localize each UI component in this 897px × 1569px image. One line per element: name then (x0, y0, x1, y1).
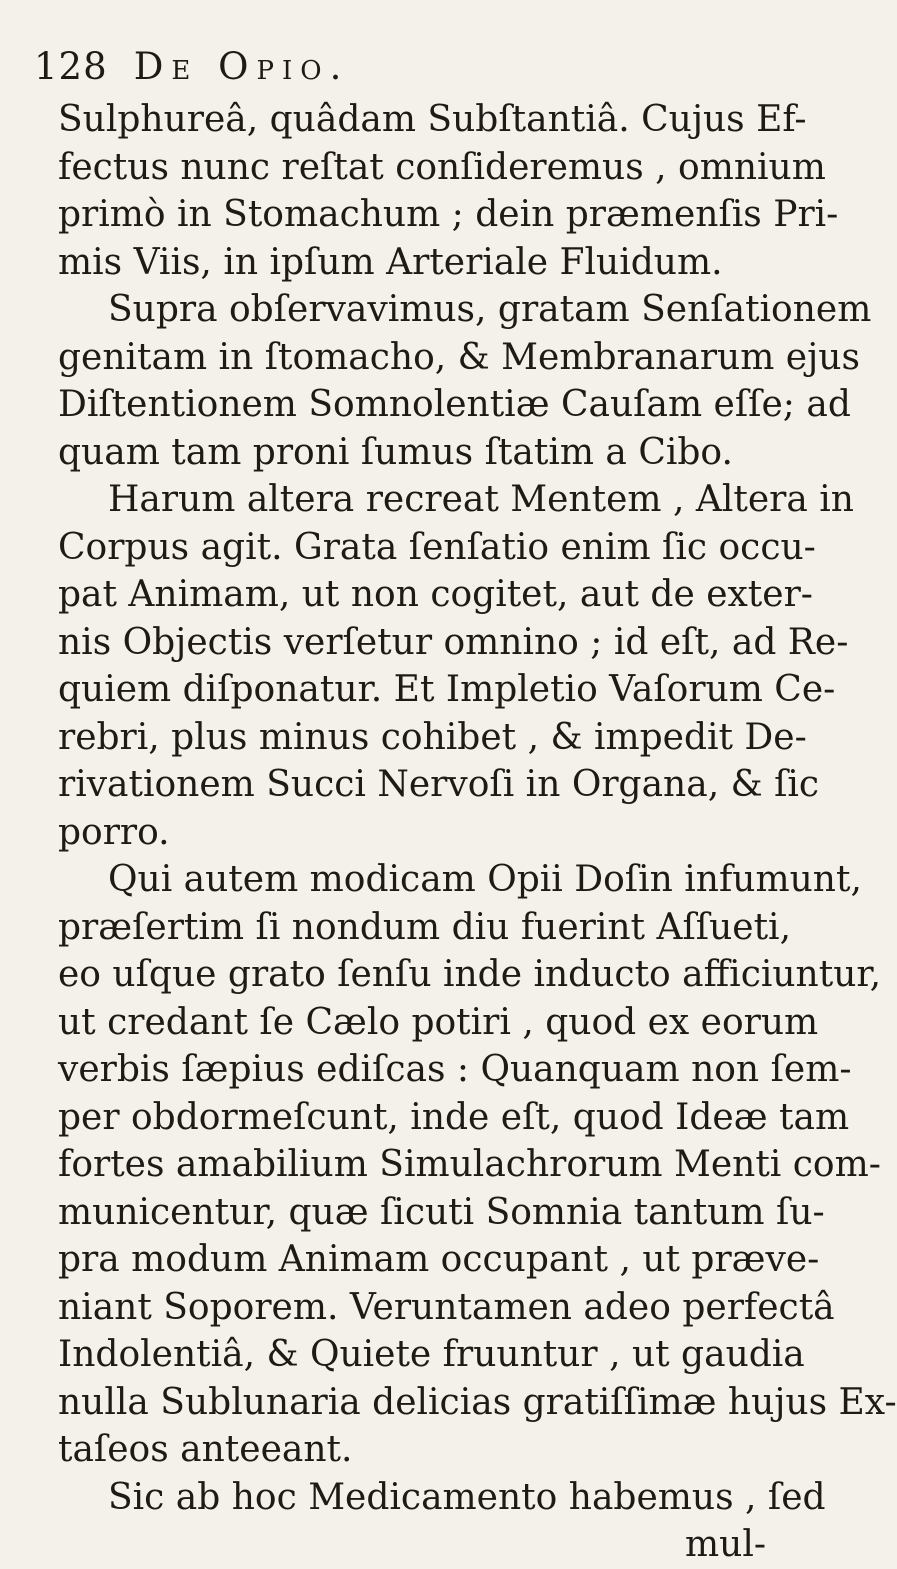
text-line: Sic ab hoc Medicamento habemus , ſed (108, 1476, 826, 1518)
text-line: Corpus agit. Grata ſenſatio enim ſic occu- (58, 526, 816, 568)
text-line: præſertim ſi nondum diu fuerint Aſſueti, (58, 906, 792, 948)
text-line: niant Soporem. Veruntamen adeo perfectâ (58, 1286, 835, 1328)
text-line: rebri, plus minus cohibet , & impedit De- (58, 716, 807, 758)
text-line: ut credant ſe Cælo potiri , quod ex eorum (58, 1001, 819, 1043)
text-line: mis Viis, in ipſum Arteriale Fluidum. (58, 241, 723, 283)
text-line: Sulphureâ, quâdam Subſtantiâ. Cujus Ef- (58, 99, 807, 140)
page-header (34, 42, 594, 92)
text-line: pra modum Animam occupant , ut præve- (58, 1239, 820, 1280)
text-line: verbis ſæpius ediſcas : Quanquam non ſem- (58, 1049, 852, 1090)
text-line: municentur, quæ ſicuti Somnia tantum ſu- (58, 1191, 825, 1233)
text-line: nulla Sublunaria delicias gratiſſimæ hujus Ex- (58, 1381, 897, 1423)
text-line: Indolentiâ, & Quiete fruuntur , ut gaudia (58, 1334, 805, 1375)
text-line: fortes amabilium Simulachrorum Menti com- (58, 1144, 881, 1185)
text-line: Qui autem modicam Opii Doſin infumunt, (108, 859, 862, 900)
text-line: rivationem Succi Nervoſi in Organa, & ſic (58, 764, 820, 805)
text-line: genitam in ſtomacho, & Membranarum ejus (58, 336, 860, 378)
text-line: Diſtentionem Somnolentiæ Cauſam eſſe; ad (58, 384, 851, 425)
body-text (58, 96, 897, 1569)
text-line: porro. (58, 811, 170, 853)
text-line: Harum altera recreat Mentem , Altera in (108, 479, 854, 520)
page-number: 128 (34, 45, 108, 88)
text-line: eo uſque grato ſenſu inde inducto afficiuntur, (58, 954, 882, 995)
text-line: per obdormeſcunt, inde eſt, quod Ideæ tam (58, 1096, 850, 1138)
running-title: De Opio. (133, 45, 350, 88)
catchword: mul- (685, 1524, 766, 1565)
text-line: primò in Stomachum ; dein præmenſis Pri- (58, 194, 839, 235)
text-line: taſeos anteeant. (58, 1429, 353, 1470)
text-line: pat Animam, ut non cogitet, aut de exter- (58, 574, 813, 615)
text-line: quiem diſponatur. Et Impletio Vaſorum Ce- (58, 669, 836, 710)
text-line: fectus nunc reſtat conſideremus , omnium (58, 146, 826, 188)
text-line: Supra obſervavimus, gratam Senſationem (108, 289, 872, 330)
text-line: quam tam proni ſumus ſtatim a Cibo. (58, 431, 733, 473)
text-line: nis Objectis verſetur omnino ; id eſt, ad Re- (58, 621, 849, 663)
